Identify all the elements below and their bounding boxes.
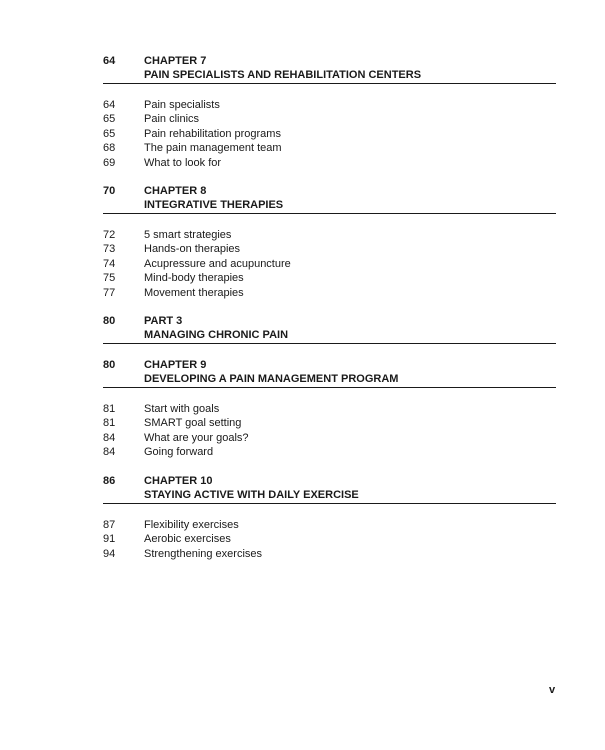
section-page-number: 80 <box>103 359 116 372</box>
toc-section <box>103 474 556 561</box>
entry-list <box>103 228 556 300</box>
entry-page-number: 72 <box>103 229 116 242</box>
section-heading[interactable] <box>103 474 556 504</box>
section-kicker: PART 3 <box>144 315 183 328</box>
entry-label: The pain management team <box>144 142 282 155</box>
entry-label: Mind-body therapies <box>144 272 244 285</box>
section-title: PAIN SPECIALISTS AND REHABILITATION CENTERS <box>144 69 422 81</box>
entry-page-number: 65 <box>103 113 116 126</box>
entry-label: Aerobic exercises <box>144 533 231 546</box>
entry-label: Acupressure and acupuncture <box>144 257 291 270</box>
section-title: DEVELOPING A PAIN MANAGEMENT PROGRAM <box>144 373 399 386</box>
toc-entry[interactable] <box>103 532 556 546</box>
entry-list <box>103 402 556 460</box>
entry-page-number: 73 <box>103 243 116 256</box>
toc-entry[interactable] <box>103 257 556 271</box>
toc-entry[interactable] <box>103 518 556 532</box>
entry-page-number: 94 <box>103 547 116 560</box>
toc-entry[interactable] <box>103 402 556 416</box>
table-of-contents <box>103 54 556 575</box>
toc-entry[interactable] <box>103 141 556 155</box>
section-page-number: 64 <box>103 55 116 67</box>
section-heading[interactable] <box>103 184 556 214</box>
section-heading[interactable] <box>103 54 556 84</box>
entry-label: Start with goals <box>144 403 220 416</box>
section-title: INTEGRATIVE THERAPIES <box>144 199 284 212</box>
entry-page-number: 81 <box>103 417 116 430</box>
toc-section <box>103 358 556 460</box>
entry-page-number: 91 <box>103 533 116 546</box>
toc-entry[interactable] <box>103 156 556 170</box>
toc-entry[interactable] <box>103 112 556 126</box>
entry-page-number: 65 <box>103 127 116 140</box>
entry-page-number: 77 <box>103 286 116 299</box>
entry-page-number: 81 <box>103 403 116 416</box>
toc-section <box>103 314 556 358</box>
entry-page-number: 68 <box>103 142 116 155</box>
entry-label: SMART goal setting <box>144 417 242 430</box>
section-page-number: 86 <box>103 474 116 487</box>
section-heading[interactable] <box>103 314 556 344</box>
section-page-number: 70 <box>103 185 116 198</box>
entry-page-number: 84 <box>103 446 116 459</box>
entry-label: Hands-on therapies <box>144 243 241 256</box>
section-kicker: CHAPTER 9 <box>144 359 207 372</box>
section-kicker: CHAPTER 10 <box>144 474 213 487</box>
section-kicker: CHAPTER 7 <box>144 55 207 67</box>
toc-entry[interactable] <box>103 445 556 459</box>
entry-page-number: 75 <box>103 272 116 285</box>
toc-entry[interactable] <box>103 416 556 430</box>
toc-entry[interactable] <box>103 98 556 112</box>
entry-label: Pain specialists <box>144 99 220 111</box>
entry-page-number: 84 <box>103 431 116 444</box>
section-title: MANAGING CHRONIC PAIN <box>144 329 289 342</box>
entry-page-number: 87 <box>103 518 116 531</box>
section-kicker: CHAPTER 8 <box>144 185 207 198</box>
entry-label: Flexibility exercises <box>144 518 239 531</box>
entry-label: What are your goals? <box>144 431 249 444</box>
entry-label: What to look for <box>144 156 222 169</box>
entry-label: 5 smart strategies <box>144 229 232 242</box>
section-heading[interactable] <box>103 358 556 388</box>
toc-entry[interactable] <box>103 228 556 242</box>
section-page-number: 80 <box>103 315 116 328</box>
toc-entry[interactable] <box>103 271 556 285</box>
entry-label: Going forward <box>144 446 214 459</box>
entry-page-number: 64 <box>103 99 116 111</box>
entry-page-number: 74 <box>103 257 116 270</box>
toc-entry[interactable] <box>103 242 556 256</box>
section-title: STAYING ACTIVE WITH DAILY EXERCISE <box>144 488 359 501</box>
entry-label: Pain clinics <box>144 113 200 126</box>
entry-list <box>103 98 556 170</box>
entry-page-number: 69 <box>103 156 116 169</box>
entry-label: Pain rehabilitation programs <box>144 127 281 140</box>
toc-section <box>103 54 556 170</box>
toc-entry[interactable] <box>103 286 556 300</box>
entry-label: Strengthening exercises <box>144 547 263 560</box>
page-folio: v <box>549 684 556 696</box>
toc-entry[interactable] <box>103 127 556 141</box>
entry-label: Movement therapies <box>144 286 244 299</box>
toc-entry[interactable] <box>103 431 556 445</box>
entry-list <box>103 518 556 561</box>
toc-section <box>103 184 556 300</box>
toc-entry[interactable] <box>103 547 556 561</box>
